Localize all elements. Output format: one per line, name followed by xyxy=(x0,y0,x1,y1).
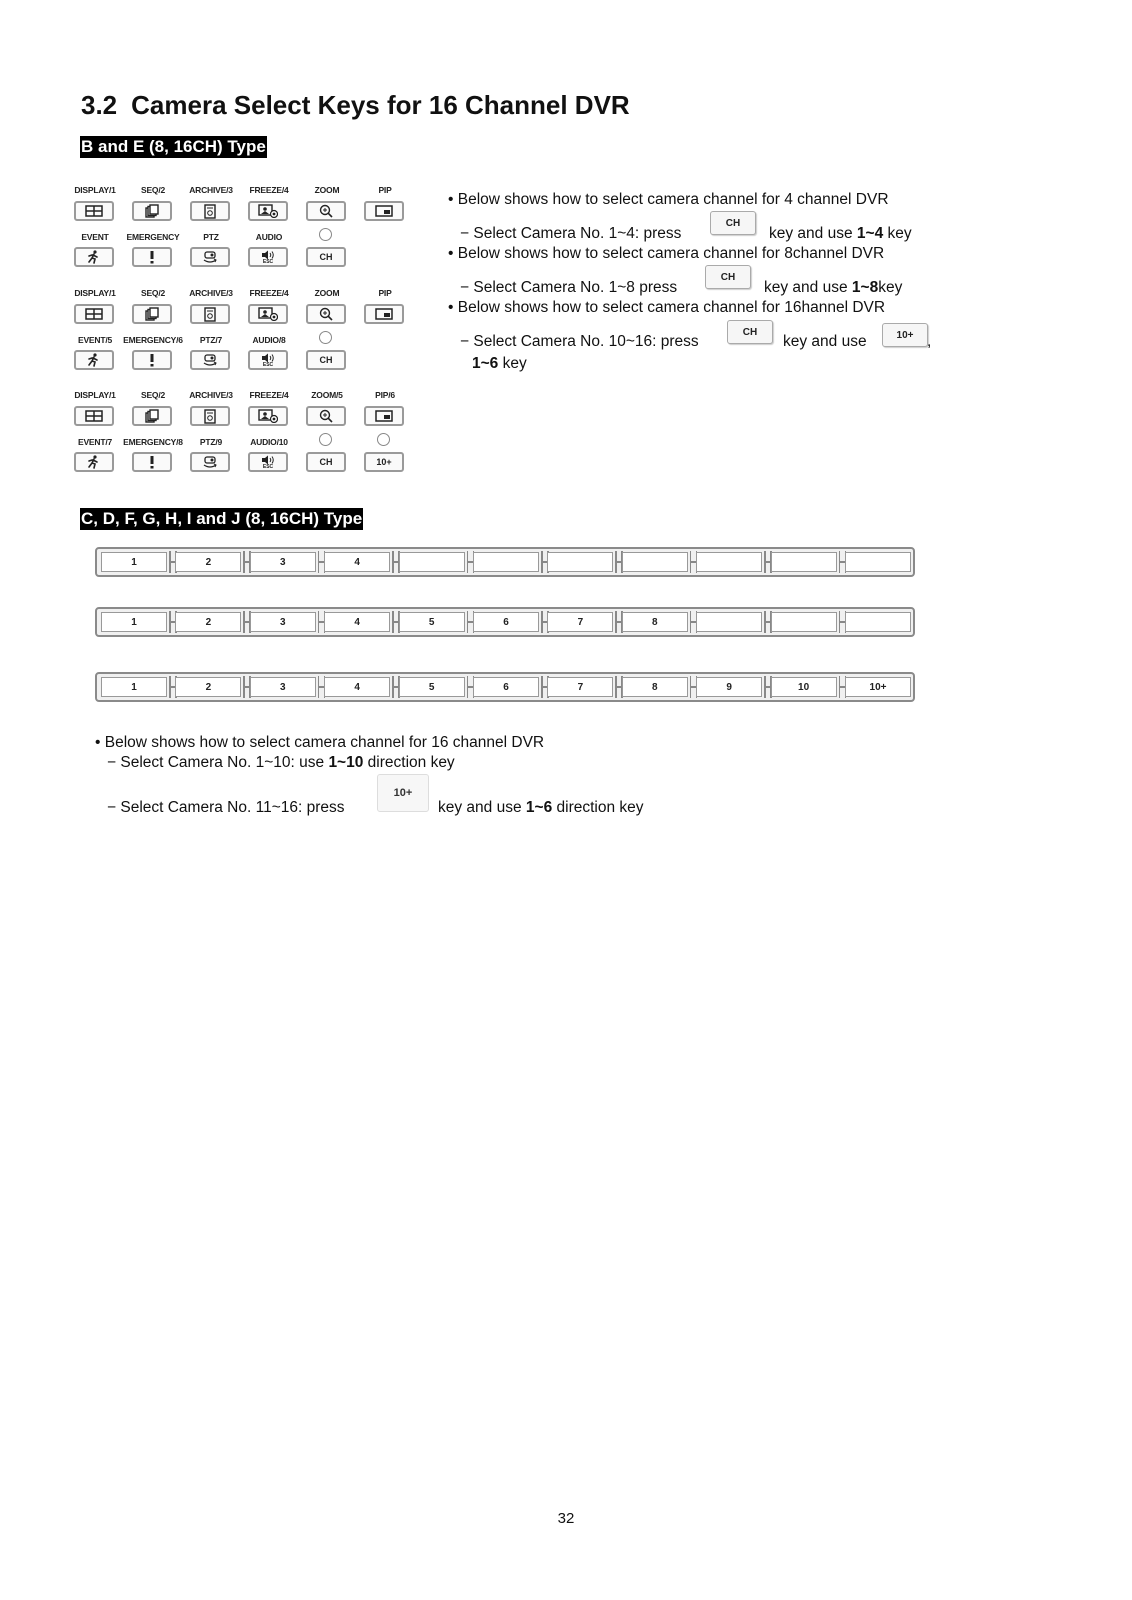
direction-key[interactable]: 10 xyxy=(771,677,837,697)
key-label: DISPLAY/1 xyxy=(74,390,116,400)
emergency-icon xyxy=(149,250,155,264)
key-label: ARCHIVE/3 xyxy=(189,185,233,195)
freeze-icon xyxy=(258,409,278,423)
key-label: AUDIO/10 xyxy=(250,437,288,447)
zoom-in-key[interactable] xyxy=(306,304,346,324)
key-label: PTZ/9 xyxy=(199,437,223,447)
quad-display-key[interactable] xyxy=(74,304,114,324)
emergency-key[interactable] xyxy=(132,452,172,472)
key-label: FREEZE/4 xyxy=(249,390,289,400)
event-runner-icon xyxy=(87,455,101,469)
instruction-16ch-direction-sub2-end: key and use 1~6 direction key xyxy=(438,799,644,816)
emergency-key[interactable] xyxy=(132,350,172,370)
direction-key[interactable]: 8 xyxy=(622,612,688,632)
freeze-icon xyxy=(258,307,278,321)
key-label: EVENT/7 xyxy=(77,437,113,447)
section-title: Camera Select Keys for 16 Channel DVR xyxy=(131,90,630,120)
pip-icon xyxy=(375,205,393,217)
sequence-key[interactable] xyxy=(132,406,172,426)
keypad-16ch xyxy=(74,390,414,488)
quad-display-icon xyxy=(85,205,103,217)
instruction-8ch: • Below shows how to select camera channel for 8channel DVR xyxy=(448,245,885,262)
instruction-16ch-sub2: 1~6 key xyxy=(472,355,527,372)
ch-key-icon: CH xyxy=(727,320,773,344)
key-label: EVENT xyxy=(81,232,109,242)
freeze-icon xyxy=(258,204,278,218)
instruction-16ch-comma: , xyxy=(927,333,932,350)
quad-display-key[interactable] xyxy=(74,201,114,221)
ptz-key[interactable] xyxy=(190,452,230,472)
ptz-key[interactable] xyxy=(190,247,230,267)
quad-display-key[interactable] xyxy=(74,406,114,426)
audio-esc-icon: ESC xyxy=(261,353,275,368)
key-label: AUDIO xyxy=(255,232,283,242)
direction-key[interactable]: 10+ xyxy=(845,677,911,697)
key-label: EMERGENCY/6 xyxy=(123,335,183,345)
ch-key[interactable]: CH xyxy=(306,452,346,472)
instruction-4ch-sub-end: key and use 1~4 key xyxy=(769,225,912,242)
sequence-icon xyxy=(145,409,159,423)
event-runner-icon xyxy=(87,353,101,367)
archive-key[interactable] xyxy=(190,201,230,221)
key-label: ARCHIVE/3 xyxy=(189,288,233,298)
archive-key[interactable] xyxy=(190,406,230,426)
pip-key[interactable] xyxy=(364,406,404,426)
direction-key[interactable] xyxy=(845,552,911,572)
key-label: PIP xyxy=(378,185,392,195)
zoom-in-key[interactable] xyxy=(306,201,346,221)
direction-key[interactable]: 4 xyxy=(324,552,390,572)
direction-key-strip-16ch xyxy=(95,672,915,702)
zoom-in-key[interactable] xyxy=(306,406,346,426)
direction-key[interactable] xyxy=(696,552,762,572)
ptz-key[interactable] xyxy=(190,350,230,370)
archive-icon xyxy=(204,307,216,322)
page-number: 32 xyxy=(557,1510,575,1527)
direction-key[interactable]: 1 xyxy=(101,552,167,572)
key-label: ZOOM xyxy=(314,288,340,298)
instruction-16ch-direction-sub2: − Select Camera No. 11~16: press xyxy=(107,799,345,816)
audio-key[interactable] xyxy=(248,452,288,472)
indicator-led xyxy=(319,228,332,241)
audio-esc-icon: ESC xyxy=(261,455,275,470)
archive-key[interactable] xyxy=(190,304,230,324)
audio-key[interactable] xyxy=(248,350,288,370)
pip-key[interactable] xyxy=(364,201,404,221)
archive-icon xyxy=(204,409,216,424)
direction-key[interactable]: 3 xyxy=(250,677,316,697)
direction-key[interactable]: 7 xyxy=(547,612,613,632)
zoom-in-icon xyxy=(319,409,333,423)
emergency-icon xyxy=(149,353,155,367)
emergency-icon xyxy=(149,455,155,469)
direction-key[interactable]: 1 xyxy=(101,677,167,697)
key-label: DISPLAY/1 xyxy=(74,185,116,195)
key-label: EVENT/5 xyxy=(77,335,113,345)
ch-key[interactable]: CH xyxy=(306,247,346,267)
event-runner-key[interactable] xyxy=(74,452,114,472)
direction-key[interactable]: 5 xyxy=(399,612,465,632)
direction-key[interactable]: 4 xyxy=(324,677,390,697)
keypad-8ch xyxy=(74,288,414,386)
key-label: FREEZE/4 xyxy=(249,185,289,195)
direction-key[interactable]: 3 xyxy=(250,612,316,632)
direction-key[interactable] xyxy=(845,612,911,632)
direction-key[interactable]: 2 xyxy=(175,552,241,572)
direction-key-strip-8ch xyxy=(95,607,915,637)
indicator-led xyxy=(319,433,332,446)
direction-key[interactable] xyxy=(547,552,613,572)
direction-key[interactable]: 6 xyxy=(473,677,539,697)
emergency-key[interactable] xyxy=(132,247,172,267)
key-label: ZOOM/5 xyxy=(311,390,343,400)
instruction-4ch: • Below shows how to select camera channel for 4 channel DVR xyxy=(448,191,889,208)
key-label: EMERGENCY/8 xyxy=(123,437,183,447)
freeze-key[interactable] xyxy=(248,201,288,221)
sequence-key[interactable] xyxy=(132,201,172,221)
section-label-b-e: B and E (8, 16CH) Type xyxy=(81,137,266,156)
indicator-led xyxy=(319,331,332,344)
direction-key[interactable]: 2 xyxy=(175,677,241,697)
key-label: ZOOM xyxy=(314,185,340,195)
key-label: SEQ/2 xyxy=(140,288,166,298)
instruction-16ch-direction-sub1: − Select Camera No. 1~10: use 1~10 direction key xyxy=(107,754,455,771)
direction-key-strip-4ch xyxy=(95,547,915,577)
quad-display-icon xyxy=(85,410,103,422)
instruction-8ch-sub: − Select Camera No. 1~8 press xyxy=(460,279,678,296)
instruction-16ch-sub: − Select Camera No. 10~16: press xyxy=(460,333,699,350)
pip-key[interactable] xyxy=(364,304,404,324)
instruction-8ch-sub-end: key and use 1~8key xyxy=(764,279,903,296)
key-label: PIP xyxy=(378,288,392,298)
sequence-icon xyxy=(145,204,159,218)
archive-icon xyxy=(204,204,216,219)
ptz-icon xyxy=(202,250,218,264)
ch-key-icon: CH xyxy=(710,211,756,235)
event-runner-icon xyxy=(87,250,101,264)
direction-key[interactable] xyxy=(622,552,688,572)
event-runner-key[interactable] xyxy=(74,350,114,370)
sequence-icon xyxy=(145,307,159,321)
section-label-c-j: C, D, F, G, H, I and J (8, 16CH) Type xyxy=(81,509,363,528)
pip-icon xyxy=(375,410,393,422)
keypad-4ch xyxy=(74,185,414,283)
audio-esc-icon: ESC xyxy=(261,250,275,265)
key-label: PIP/6 xyxy=(375,390,395,400)
direction-key[interactable]: 5 xyxy=(399,677,465,697)
key-label: SEQ/2 xyxy=(140,390,166,400)
instruction-16ch-sub-mid: key and use xyxy=(783,333,867,350)
direction-key[interactable]: 6 xyxy=(473,612,539,632)
ten-plus-key[interactable]: 10+ xyxy=(364,452,404,472)
audio-key[interactable] xyxy=(248,247,288,267)
direction-key[interactable]: 4 xyxy=(324,612,390,632)
key-label: SEQ/2 xyxy=(140,185,166,195)
instruction-16ch: • Below shows how to select camera channel for 16hannel DVR xyxy=(448,299,886,316)
direction-key[interactable] xyxy=(771,612,837,632)
key-label: AUDIO/8 xyxy=(252,335,286,345)
quad-display-icon xyxy=(85,308,103,320)
ten-plus-key-icon: 10+ xyxy=(377,774,429,812)
page-title xyxy=(81,90,630,121)
direction-key[interactable]: 9 xyxy=(696,677,762,697)
direction-key[interactable] xyxy=(399,552,465,572)
instruction-4ch-sub: − Select Camera No. 1~4: press xyxy=(460,225,682,242)
key-label: PTZ xyxy=(203,232,219,242)
key-label: ARCHIVE/3 xyxy=(189,390,233,400)
direction-key[interactable]: 8 xyxy=(622,677,688,697)
indicator-led xyxy=(377,433,390,446)
section-number: 3.2 xyxy=(81,90,118,120)
freeze-key[interactable] xyxy=(248,304,288,324)
zoom-in-icon xyxy=(319,307,333,321)
ch-key-icon: CH xyxy=(705,265,751,289)
direction-key[interactable] xyxy=(696,612,762,632)
pip-icon xyxy=(375,308,393,320)
direction-key[interactable] xyxy=(771,552,837,572)
direction-key[interactable]: 2 xyxy=(175,612,241,632)
zoom-in-icon xyxy=(319,204,333,218)
direction-key[interactable]: 1 xyxy=(101,612,167,632)
direction-key[interactable] xyxy=(473,552,539,572)
key-label: DISPLAY/1 xyxy=(74,288,116,298)
direction-key[interactable]: 3 xyxy=(250,552,316,572)
instruction-16ch-direction: • Below shows how to select camera channel for 16 channel DVR xyxy=(95,734,545,751)
sequence-key[interactable] xyxy=(132,304,172,324)
freeze-key[interactable] xyxy=(248,406,288,426)
key-label: FREEZE/4 xyxy=(249,288,289,298)
key-label: PTZ/7 xyxy=(199,335,223,345)
ptz-icon xyxy=(202,353,218,367)
ptz-icon xyxy=(202,455,218,469)
ch-key[interactable]: CH xyxy=(306,350,346,370)
key-label: EMERGENCY xyxy=(126,232,180,242)
event-runner-key[interactable] xyxy=(74,247,114,267)
ten-plus-key-icon: 10+ xyxy=(882,323,928,347)
direction-key[interactable]: 7 xyxy=(547,677,613,697)
